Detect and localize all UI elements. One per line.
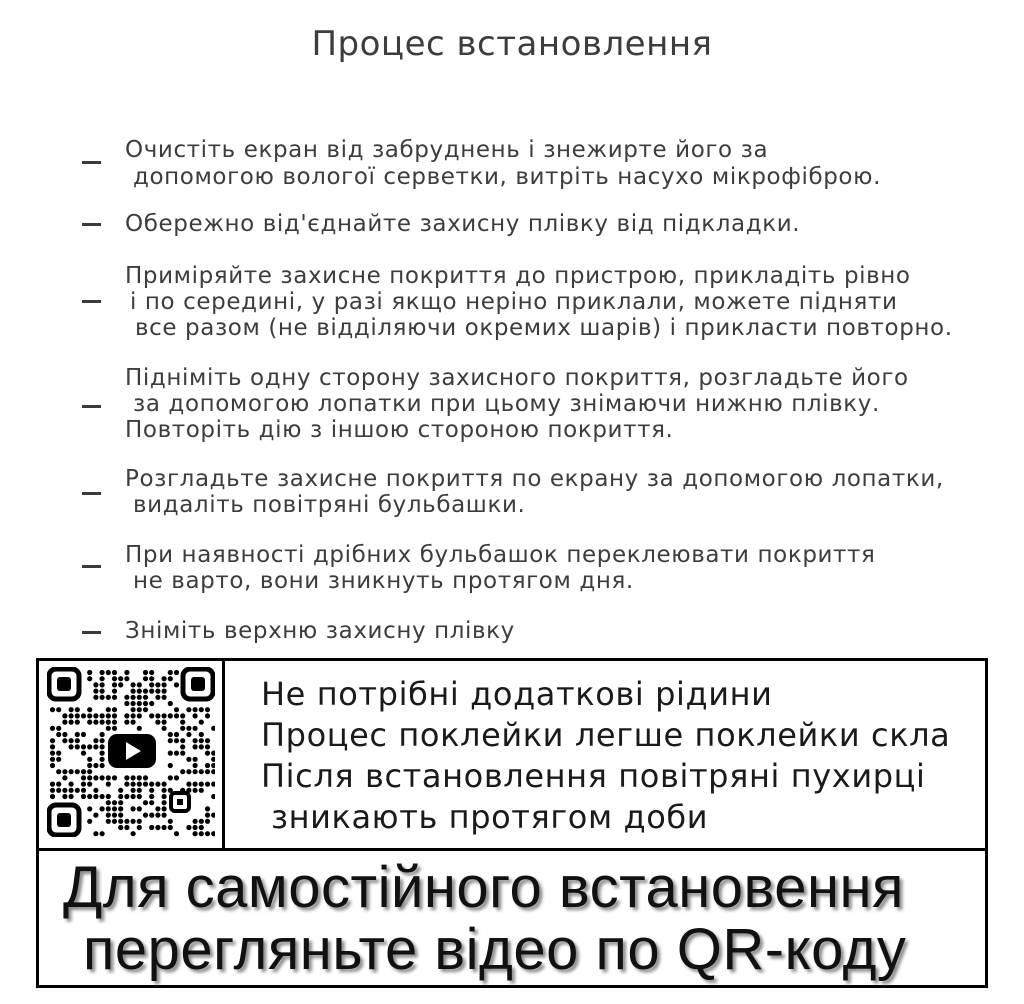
bullet-dash <box>82 223 101 226</box>
cta-line: перегляньте відео по QR-коду <box>83 917 907 982</box>
step-line: все разом (не відділяючи окремих шарів) і прикласти повторно. <box>135 315 953 341</box>
step-line: і по середині, у разі якщо неріно приклали, можете підняти <box>130 289 898 315</box>
step-line: При наявності дрібних бульбашок переклеювати покриття <box>125 542 876 568</box>
youtube-play-icon <box>105 731 159 771</box>
qr-alignment <box>171 793 189 811</box>
bullet-dash <box>82 405 101 408</box>
cta-line: Для самостійного встановення <box>63 855 904 920</box>
qr-code[interactable] <box>47 667 215 837</box>
info-line: Після встановлення повітряні пухирці <box>261 757 926 795</box>
bullet-dash <box>82 161 101 164</box>
info-panel <box>36 658 988 988</box>
step-line: Приміряйте захисне покриття до пристрою, прикладіть рівно <box>125 263 911 289</box>
info-line: зникають протягом доби <box>271 798 709 836</box>
step-line: видаліть повітряні бульбашки. <box>133 492 526 518</box>
step-line: допомогою вологої серветки, витріть насухо мікрофіброю. <box>133 164 881 190</box>
bullet-dash <box>82 492 101 495</box>
bullet-dash <box>82 631 101 634</box>
panel-divider <box>39 848 985 851</box>
info-line: Процес поклейки легше поклейки скла <box>261 716 951 754</box>
info-line: Не потрібні додаткові рідини <box>261 675 773 713</box>
bullet-dash <box>82 565 101 568</box>
page-title: Процес встановлення <box>311 24 713 64</box>
step-line: Обережно від'єднайте захисну плівку від підкладки. <box>125 211 801 237</box>
bullet-dash <box>82 300 101 303</box>
step-line: не варто, вони зникнуть протягом дня. <box>133 568 634 594</box>
step-line: Зніміть верхню захисну плівку <box>125 618 515 644</box>
qr-finder-top-left <box>49 669 79 699</box>
step-line: за допомогою лопатки при цьому знімаючи нижню плівку. <box>133 391 880 417</box>
qr-cell <box>39 661 225 848</box>
step-line: Підніміть одну сторону захисного покриття, розгладьте його <box>125 365 909 391</box>
step-line: Очистіть екран від забруднень і знежирте його за <box>125 137 769 163</box>
qr-finder-bottom-left <box>49 805 79 835</box>
qr-finder-top-right <box>183 669 213 699</box>
step-line: Повторіть дію з іншою стороною покриття. <box>125 417 674 443</box>
step-line: Розгладьте захисне покриття по екрану за допомогою лопатки, <box>125 466 944 492</box>
